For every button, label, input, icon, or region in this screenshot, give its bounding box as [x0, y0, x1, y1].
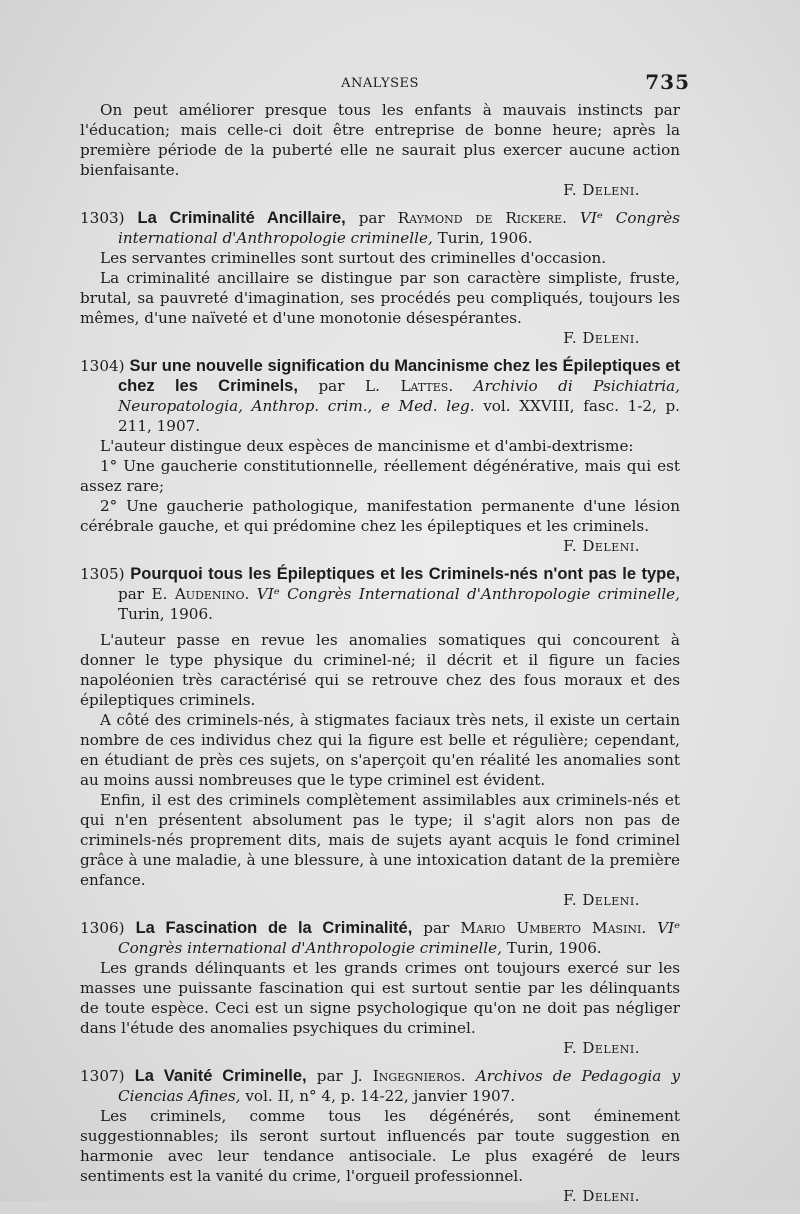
- entry-1307-paragraph: Les criminels, comme tous les dégénérés, sont éminement suggestionnables; ils seront surtout influencés par toute suggestion en harmonie avec leur tendance antisociale. Le plus exagéré de leurs sentiments est la vanité du crime, l'orgueil professionnel.: [80, 1107, 680, 1185]
- entry-venue: VIᵉ Congrès international d'Anthropologie criminelle,: [118, 209, 681, 247]
- signature: F. Deleni.: [563, 891, 640, 909]
- running-head: [80, 70, 690, 98]
- entry-place: Turin, 1906.: [506, 939, 602, 957]
- entry-1305-paragraph: Enfin, il est des criminels complètement assimilables aux criminels-nés et qui n'en présentent absolument pas le type; il s'agit alors non pas de criminels-nés proprement dits, mais de sujets ayant acquis le fond criminel grâce à une maladie, à une blessure, à une intoxication datant de la première enfance.: [80, 791, 680, 889]
- signature: F. Deleni.: [563, 329, 640, 347]
- entry-place: vol. XXVIII, fasc. 1-2, p. 211, 1907.: [118, 397, 681, 435]
- running-head-title: ANALYSES: [341, 76, 419, 91]
- entry-number: 1307): [80, 1067, 125, 1085]
- entry-venue: Archivio di Psichiatria, Neuropatologia, Anthrop. crim., e Med. leg.: [118, 377, 680, 415]
- entry-1305-paragraph: A côté des criminels-nés, à stigmates faciaux très nets, il existe un certain nombre de ces individus chez qui la figure est belle et régulière; cependant, en étudiant de près ces sujets, on s'aperçoit qu'en réalité les anomalies sont au moins aussi nombreuses que le type criminel est évident.: [80, 711, 680, 789]
- entry-1305-heading: 1305) Pourquoi tous les Épileptiques et les Criminels-nés n'ont pas le type, par E. Audenino. VIᵉ Congrès International d'Anthropologie criminelle, Turin, 1906.: [80, 565, 680, 623]
- page-content: [80, 70, 690, 1214]
- entry-place: Turin, 1906.: [118, 605, 213, 623]
- entry-venue: Archivos de Pedagogia y Ciencias Afines,: [118, 1067, 681, 1105]
- entry-author: Raymond de Rickere.: [397, 209, 567, 227]
- entry-1303-heading: 1303) La Criminalité Ancillaire, par Raymond de Rickere. VIᵉ Congrès international d'Anthropologie criminelle, Turin, 1906.: [80, 209, 681, 247]
- entry-place: vol. II, n° 4, p. 14-22, janvier 1907.: [245, 1087, 516, 1105]
- entry-title: La Vanité Criminelle,: [134, 1067, 307, 1085]
- entry-1307-heading: 1307) La Vanité Criminelle, par J. Ingegnieros. Archivos de Pedagogia y Ciencias Afines, vol. II, n° 4, p. 14-22, janvier 1907.: [80, 1067, 681, 1105]
- signature: F. Deleni.: [563, 1039, 640, 1057]
- entry-title: La Criminalité Ancillaire,: [137, 209, 346, 227]
- entry-1303-paragraph: Les servantes criminelles sont surtout des criminelles d'occasion.: [100, 249, 607, 267]
- entry-1306-heading: 1306) La Fascination de la Criminalité, par Mario Umberto Masini. VIᵉ Congrès international d'Anthropologie criminelle, Turin, 1906.: [80, 919, 681, 957]
- entry-title: Pourquoi tous les Épileptiques et les Criminels-nés n'ont pas le type,: [130, 565, 680, 583]
- entry-venue: VIᵉ Congrès international d'Anthropologie criminelle,: [118, 919, 681, 957]
- signature: F. Deleni.: [563, 181, 640, 199]
- signature: F. Deleni.: [563, 1187, 640, 1205]
- intro-paragraph: On peut améliorer presque tous les enfants à mauvais instincts par l'éducation; mais celle-ci doit être entreprise de bonne heure; après la première période de la puberté elle ne saurait plus exercer aucune action bienfaisante.: [80, 101, 680, 179]
- entry-title: Sur une nouvelle signification du Mancinisme chez les Épileptiques et chez les Criminels,: [118, 357, 680, 395]
- entry-1304-paragraph: L'auteur distingue deux espèces de mancinisme et d'ambi-dextrisme:: [100, 437, 634, 455]
- entry-number: 1306): [80, 919, 125, 937]
- entry-number: 1303): [80, 209, 125, 227]
- entry-number: 1304): [80, 357, 125, 375]
- entry-venue: VIᵉ Congrès International d'Anthropologie criminelle,: [256, 585, 680, 603]
- entry-title: La Fascination de la Criminalité,: [135, 919, 413, 937]
- entry-author: E. Audenino.: [151, 585, 250, 603]
- entry-1304-paragraph: 2° Une gaucherie pathologique, manifestation permanente d'une lésion cérébrale gauche, et qui prédomine chez les épileptiques et les criminels.: [80, 497, 680, 535]
- entry-author: J. Ingegnieros.: [352, 1067, 466, 1085]
- page-number: 735: [645, 70, 690, 94]
- entry-1304-paragraph: 1° Une gaucherie constitutionnelle, réellement dégénérative, mais qui est assez rare;: [80, 457, 680, 495]
- entry-number: 1305): [80, 565, 125, 583]
- signature: F. Deleni.: [563, 537, 640, 555]
- entry-author: L. Lattes.: [365, 377, 454, 395]
- entry-author: Mario Umberto Masini.: [460, 919, 647, 937]
- entry-1305-paragraph: L'auteur passe en revue les anomalies somatiques qui concourent à donner le type physique du criminel-né; il décrit et il figure un facies napoléonien très caractérisé qui se retrouve chez des fous moraux et des épileptiques criminels.: [80, 631, 680, 709]
- entry-1303-paragraph: La criminalité ancillaire se distingue par son caractère simpliste, fruste, brutal, sa pauvreté d'imagination, ses procédés peu compliqués, toujours les mêmes, d'une naïveté et d'une monotonie désespérantes.: [80, 269, 680, 327]
- entry-place: Turin, 1906.: [437, 229, 533, 247]
- entry-1306-paragraph: Les grands délinquants et les grands crimes ont toujours exercé sur les masses une puissante fascination qui est surtout sentie par les délinquants de toute espèce. Ceci est un signe psychologique qu'on ne doit pas négliger dans l'étude des anomalies psychiques du criminel.: [80, 959, 680, 1037]
- entry-1304-heading: 1304) Sur une nouvelle signification du Mancinisme chez les Épileptiques et chez les Criminels, par L. Lattes. Archivio di Psichiatria, Neuropatologia, Anthrop. crim., e Med. leg. vol. XXVIII, fasc. 1-2, p. 211, 1907.: [80, 357, 681, 435]
